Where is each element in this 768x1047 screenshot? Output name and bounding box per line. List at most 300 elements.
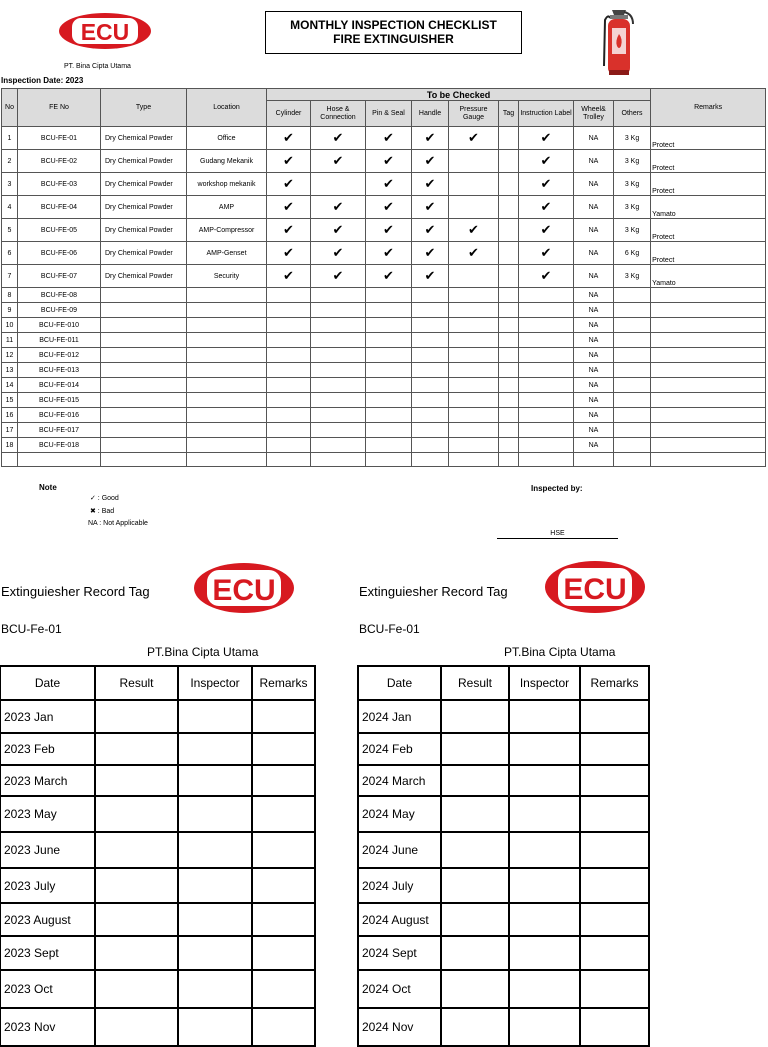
cell-others: 3 Kg — [614, 219, 651, 242]
table-row — [2, 318, 766, 333]
cell-cylinder — [267, 378, 311, 393]
cell-pressure-gauge — [449, 378, 499, 393]
cell-type — [101, 288, 187, 303]
cell-instruction-label — [519, 333, 574, 348]
record-row — [358, 700, 649, 733]
cell-instruction-label: ✔ — [519, 127, 574, 150]
cell-hose — [311, 348, 366, 363]
record-remarks[interactable] — [252, 733, 315, 765]
cell-location: workshop mekanik — [187, 173, 267, 196]
cell-location — [187, 318, 267, 333]
record-inspector[interactable] — [178, 733, 252, 765]
record-header-cell: Result — [441, 666, 509, 700]
cell-wheel-trolley: NA — [574, 150, 614, 173]
record-remarks[interactable] — [252, 903, 315, 936]
record-inspector[interactable] — [509, 796, 580, 832]
cell-cylinder — [267, 438, 311, 453]
cell-instruction-label — [519, 348, 574, 363]
cell-others — [614, 438, 651, 453]
table-row — [2, 378, 766, 393]
record-remarks[interactable] — [252, 796, 315, 832]
cell-pressure-gauge — [449, 196, 499, 219]
cell-wheel-trolley: NA — [574, 173, 614, 196]
cell-fe-no: BCU-FE-04 — [18, 196, 101, 219]
record-row — [0, 832, 315, 868]
cell-remarks — [651, 333, 766, 348]
table-row — [2, 423, 766, 438]
cell-hose — [311, 393, 366, 408]
cell-type — [101, 333, 187, 348]
record-inspector[interactable] — [178, 868, 252, 903]
cell-instruction-label — [519, 423, 574, 438]
cell-type — [101, 408, 187, 423]
cell-wheel-trolley: NA — [574, 196, 614, 219]
record-row — [358, 765, 649, 796]
record-inspector[interactable] — [178, 936, 252, 970]
cell-instruction-label: ✔ — [519, 173, 574, 196]
cell-no: 15 — [2, 393, 18, 408]
record-tag-id-2024: BCU-Fe-01 — [359, 622, 420, 636]
cell-remarks — [651, 378, 766, 393]
cell-remarks: Yamato — [651, 196, 766, 219]
record-date: 2023 May — [0, 796, 95, 832]
cell-instruction-label: ✔ — [519, 196, 574, 219]
record-date: 2024 May — [358, 796, 441, 832]
record-inspector[interactable] — [178, 970, 252, 1008]
cell-location — [187, 378, 267, 393]
record-inspector[interactable] — [509, 733, 580, 765]
header-no: No — [2, 89, 18, 127]
cell-pin-seal — [366, 363, 412, 378]
header-type: Type — [101, 89, 187, 127]
cell-cylinder — [267, 393, 311, 408]
cell-pin-seal — [366, 378, 412, 393]
record-result[interactable] — [95, 970, 178, 1008]
cell-fe-no: BCU-FE-03 — [18, 173, 101, 196]
cell-others — [614, 453, 651, 467]
cell-pressure-gauge: ✔ — [449, 242, 499, 265]
cell-location: AMP-Genset — [187, 242, 267, 265]
cell-cylinder — [267, 453, 311, 467]
cell-wheel-trolley — [574, 453, 614, 467]
cell-pin-seal: ✔ — [366, 265, 412, 288]
inspection-date-label: Inspection Date: — [1, 76, 64, 85]
cell-handle: ✔ — [412, 242, 449, 265]
cell-cylinder — [267, 348, 311, 363]
record-inspector[interactable] — [509, 832, 580, 868]
table-row — [2, 196, 766, 219]
record-result[interactable] — [441, 796, 509, 832]
cell-no — [2, 453, 18, 467]
cell-wheel-trolley: NA — [574, 242, 614, 265]
cell-location — [187, 333, 267, 348]
cell-no: 9 — [2, 303, 18, 318]
company-name: PT. Bina Cipta Utama — [64, 63, 131, 70]
record-row — [0, 936, 315, 970]
inspection-date-value: 2023 — [65, 76, 84, 85]
cell-pin-seal — [366, 393, 412, 408]
cell-type — [101, 453, 187, 467]
record-remarks[interactable] — [580, 970, 649, 1008]
legend-na: NA : Not Applicable — [88, 520, 148, 527]
record-inspector[interactable] — [178, 903, 252, 936]
cell-pressure-gauge — [449, 288, 499, 303]
cell-remarks — [651, 438, 766, 453]
record-inspector[interactable] — [178, 700, 252, 733]
header-to-be-checked: To be Checked — [267, 89, 651, 101]
cell-wheel-trolley: NA — [574, 378, 614, 393]
record-result[interactable] — [441, 936, 509, 970]
record-row — [0, 1008, 315, 1046]
cell-cylinder — [267, 333, 311, 348]
cell-pin-seal: ✔ — [366, 127, 412, 150]
cell-pressure-gauge — [449, 318, 499, 333]
cell-cylinder: ✔ — [267, 219, 311, 242]
cell-hose: ✔ — [311, 265, 366, 288]
cell-no: 10 — [2, 318, 18, 333]
record-table-2023 — [0, 665, 316, 1047]
cell-instruction-label: ✔ — [519, 242, 574, 265]
cell-instruction-label — [519, 288, 574, 303]
record-remarks[interactable] — [580, 832, 649, 868]
record-remarks[interactable] — [580, 700, 649, 733]
record-tag-title-2023: Extinguiesher Record Tag — [1, 584, 150, 599]
header-tag: Tag — [499, 101, 519, 127]
record-result[interactable] — [95, 868, 178, 903]
record-result[interactable] — [441, 903, 509, 936]
record-tag-logo-2024 — [544, 560, 646, 614]
record-inspector[interactable] — [509, 903, 580, 936]
cell-location — [187, 438, 267, 453]
cell-type — [101, 318, 187, 333]
table-row — [2, 408, 766, 423]
record-result[interactable] — [441, 868, 509, 903]
cell-cylinder: ✔ — [267, 265, 311, 288]
record-header-cell: Date — [358, 666, 441, 700]
cell-cylinder: ✔ — [267, 127, 311, 150]
record-remarks[interactable] — [580, 903, 649, 936]
cell-type — [101, 438, 187, 453]
record-result[interactable] — [95, 765, 178, 796]
inspection-table — [1, 88, 766, 467]
cell-others: 3 Kg — [614, 150, 651, 173]
cell-location: AMP — [187, 196, 267, 219]
record-date: 2024 March — [358, 765, 441, 796]
cell-remarks — [651, 363, 766, 378]
cell-instruction-label — [519, 393, 574, 408]
header-pressure-gauge: Pressure Gauge — [449, 101, 499, 127]
record-remarks[interactable] — [580, 936, 649, 970]
cell-handle — [412, 378, 449, 393]
cell-type: Dry Chemical Powder — [101, 219, 187, 242]
cell-pin-seal — [366, 333, 412, 348]
record-inspector[interactable] — [509, 970, 580, 1008]
cell-pressure-gauge — [449, 265, 499, 288]
cell-no: 7 — [2, 265, 18, 288]
cell-no: 12 — [2, 348, 18, 363]
cell-location — [187, 393, 267, 408]
header-hose: Hose & Connection — [311, 101, 366, 127]
cell-instruction-label — [519, 408, 574, 423]
record-result[interactable] — [441, 832, 509, 868]
record-remarks[interactable] — [580, 765, 649, 796]
cell-fe-no: BCU-FE-018 — [18, 438, 101, 453]
cell-hose: ✔ — [311, 219, 366, 242]
cell-tag — [499, 127, 519, 150]
cell-hose — [311, 378, 366, 393]
company-logo — [58, 12, 152, 50]
record-inspector[interactable] — [178, 832, 252, 868]
cell-wheel-trolley: NA — [574, 423, 614, 438]
record-row — [358, 796, 649, 832]
cell-hose — [311, 408, 366, 423]
record-row — [358, 733, 649, 765]
record-date: 2023 June — [0, 832, 95, 868]
cell-instruction-label — [519, 318, 574, 333]
cell-handle — [412, 423, 449, 438]
cell-tag — [499, 303, 519, 318]
document-title — [265, 11, 522, 54]
record-date: 2024 Sept — [358, 936, 441, 970]
record-header-cell: Remarks — [580, 666, 649, 700]
inspected-by-label: Inspected by: — [531, 484, 583, 493]
cell-remarks: Protect — [651, 150, 766, 173]
record-header-cell: Remarks — [252, 666, 315, 700]
record-remarks[interactable] — [580, 796, 649, 832]
cell-tag — [499, 378, 519, 393]
cell-fe-no: BCU-FE-02 — [18, 150, 101, 173]
table-row — [2, 288, 766, 303]
record-result[interactable] — [441, 765, 509, 796]
cell-others — [614, 408, 651, 423]
cell-tag — [499, 265, 519, 288]
cell-type: Dry Chemical Powder — [101, 150, 187, 173]
cell-cylinder — [267, 363, 311, 378]
cell-handle — [412, 438, 449, 453]
cell-wheel-trolley: NA — [574, 127, 614, 150]
record-result[interactable] — [95, 832, 178, 868]
cell-fe-no: BCU-FE-07 — [18, 265, 101, 288]
cell-pressure-gauge — [449, 303, 499, 318]
cell-fe-no: BCU-FE-011 — [18, 333, 101, 348]
cell-pin-seal — [366, 288, 412, 303]
cell-fe-no: BCU-FE-014 — [18, 378, 101, 393]
record-inspector[interactable] — [509, 765, 580, 796]
cell-others — [614, 333, 651, 348]
record-result[interactable] — [441, 970, 509, 1008]
cell-remarks — [651, 318, 766, 333]
cell-others: 3 Kg — [614, 196, 651, 219]
record-inspector[interactable] — [509, 1008, 580, 1046]
record-remarks[interactable] — [580, 733, 649, 765]
record-row — [0, 733, 315, 765]
cell-fe-no: BCU-FE-08 — [18, 288, 101, 303]
cell-instruction-label — [519, 438, 574, 453]
record-result[interactable] — [95, 700, 178, 733]
table-row — [2, 265, 766, 288]
cell-fe-no: BCU-FE-012 — [18, 348, 101, 363]
cell-no: 13 — [2, 363, 18, 378]
cell-handle — [412, 318, 449, 333]
record-date: 2024 August — [358, 903, 441, 936]
cell-wheel-trolley: NA — [574, 265, 614, 288]
cell-remarks: Protect — [651, 219, 766, 242]
cell-fe-no: BCU-FE-05 — [18, 219, 101, 242]
record-inspector[interactable] — [509, 868, 580, 903]
cell-tag — [499, 438, 519, 453]
cell-tag — [499, 318, 519, 333]
record-date: 2023 Jan — [0, 700, 95, 733]
cell-remarks: Protect — [651, 173, 766, 196]
cell-location — [187, 423, 267, 438]
record-result[interactable] — [441, 733, 509, 765]
record-result[interactable] — [95, 1008, 178, 1046]
record-tag-title-2024: Extinguiesher Record Tag — [359, 584, 508, 599]
cell-pressure-gauge — [449, 438, 499, 453]
record-remarks[interactable] — [252, 936, 315, 970]
cell-tag — [499, 363, 519, 378]
cell-tag — [499, 408, 519, 423]
svg-text:ECU: ECU — [212, 574, 276, 607]
table-row — [2, 363, 766, 378]
record-inspector[interactable] — [178, 796, 252, 832]
cell-remarks — [651, 423, 766, 438]
cell-fe-no: BCU-FE-06 — [18, 242, 101, 265]
record-row — [0, 970, 315, 1008]
cell-others: 3 Kg — [614, 127, 651, 150]
cell-type: Dry Chemical Powder — [101, 242, 187, 265]
record-result[interactable] — [95, 936, 178, 970]
cell-no: 4 — [2, 196, 18, 219]
record-header-row — [0, 666, 315, 700]
cell-cylinder — [267, 288, 311, 303]
cell-no: 8 — [2, 288, 18, 303]
record-date: 2024 June — [358, 832, 441, 868]
record-header-row — [358, 666, 649, 700]
cell-handle — [412, 333, 449, 348]
record-inspector[interactable] — [178, 765, 252, 796]
cell-pin-seal — [366, 423, 412, 438]
cell-tag — [499, 242, 519, 265]
note-title: Note — [39, 483, 57, 492]
cell-instruction-label — [519, 303, 574, 318]
cell-type — [101, 348, 187, 363]
cell-handle: ✔ — [412, 150, 449, 173]
cell-handle: ✔ — [412, 265, 449, 288]
cell-type: Dry Chemical Powder — [101, 196, 187, 219]
cell-pin-seal: ✔ — [366, 150, 412, 173]
cell-pressure-gauge: ✔ — [449, 219, 499, 242]
record-remarks[interactable] — [252, 868, 315, 903]
record-inspector[interactable] — [509, 700, 580, 733]
cell-type: Dry Chemical Powder — [101, 127, 187, 150]
cell-hose: ✔ — [311, 196, 366, 219]
record-result[interactable] — [95, 903, 178, 936]
record-date: 2024 July — [358, 868, 441, 903]
record-remarks[interactable] — [252, 1008, 315, 1046]
record-header-cell: Inspector — [178, 666, 252, 700]
record-remarks[interactable] — [252, 970, 315, 1008]
cell-location — [187, 288, 267, 303]
table-row — [2, 173, 766, 196]
legend-good: ✓ : Good — [90, 495, 119, 502]
cell-no: 11 — [2, 333, 18, 348]
record-result[interactable] — [95, 733, 178, 765]
cell-remarks — [651, 453, 766, 467]
record-row — [358, 936, 649, 970]
record-row — [0, 903, 315, 936]
cell-no: 16 — [2, 408, 18, 423]
cell-no: 1 — [2, 127, 18, 150]
record-row — [358, 832, 649, 868]
cell-hose — [311, 318, 366, 333]
cell-hose — [311, 363, 366, 378]
cell-remarks: Protect — [651, 127, 766, 150]
record-row — [0, 700, 315, 733]
record-result[interactable] — [441, 700, 509, 733]
record-date: 2023 Feb — [0, 733, 95, 765]
record-remarks[interactable] — [580, 868, 649, 903]
cell-pressure-gauge — [449, 363, 499, 378]
cell-hose — [311, 303, 366, 318]
table-row — [2, 348, 766, 363]
cell-type: Dry Chemical Powder — [101, 265, 187, 288]
cell-pin-seal: ✔ — [366, 242, 412, 265]
record-row — [0, 868, 315, 903]
cell-fe-no: BCU-FE-016 — [18, 408, 101, 423]
cell-wheel-trolley: NA — [574, 333, 614, 348]
record-result[interactable] — [441, 1008, 509, 1046]
record-remarks[interactable] — [252, 832, 315, 868]
inspection-date — [1, 76, 83, 85]
cell-no: 2 — [2, 150, 18, 173]
cell-type — [101, 393, 187, 408]
cell-pressure-gauge — [449, 150, 499, 173]
record-date: 2024 Nov — [358, 1008, 441, 1046]
header-pin-seal: Pin & Seal — [366, 101, 412, 127]
cell-type — [101, 303, 187, 318]
cell-pressure-gauge — [449, 173, 499, 196]
record-remarks[interactable] — [252, 765, 315, 796]
cell-handle: ✔ — [412, 173, 449, 196]
record-remarks[interactable] — [580, 1008, 649, 1046]
cell-remarks: Protect — [651, 242, 766, 265]
record-result[interactable] — [95, 796, 178, 832]
record-inspector[interactable] — [509, 936, 580, 970]
cell-tag — [499, 173, 519, 196]
cell-pressure-gauge — [449, 333, 499, 348]
cell-cylinder — [267, 318, 311, 333]
cell-cylinder — [267, 423, 311, 438]
table-row — [2, 453, 766, 467]
cell-handle — [412, 288, 449, 303]
cell-fe-no: BCU-FE-010 — [18, 318, 101, 333]
cell-tag — [499, 453, 519, 467]
record-remarks[interactable] — [252, 700, 315, 733]
cell-tag — [499, 393, 519, 408]
record-inspector[interactable] — [178, 1008, 252, 1046]
cell-remarks: Yamato — [651, 265, 766, 288]
record-tag-company-2023: PT.Bina Cipta Utama — [147, 645, 259, 659]
record-tag-company-2024: PT.Bina Cipta Utama — [504, 645, 616, 659]
cell-tag — [499, 423, 519, 438]
svg-text:ECU: ECU — [80, 19, 130, 45]
cell-hose — [311, 438, 366, 453]
cell-hose — [311, 333, 366, 348]
cell-pin-seal — [366, 318, 412, 333]
cell-pressure-gauge — [449, 453, 499, 467]
header-location: Location — [187, 89, 267, 127]
